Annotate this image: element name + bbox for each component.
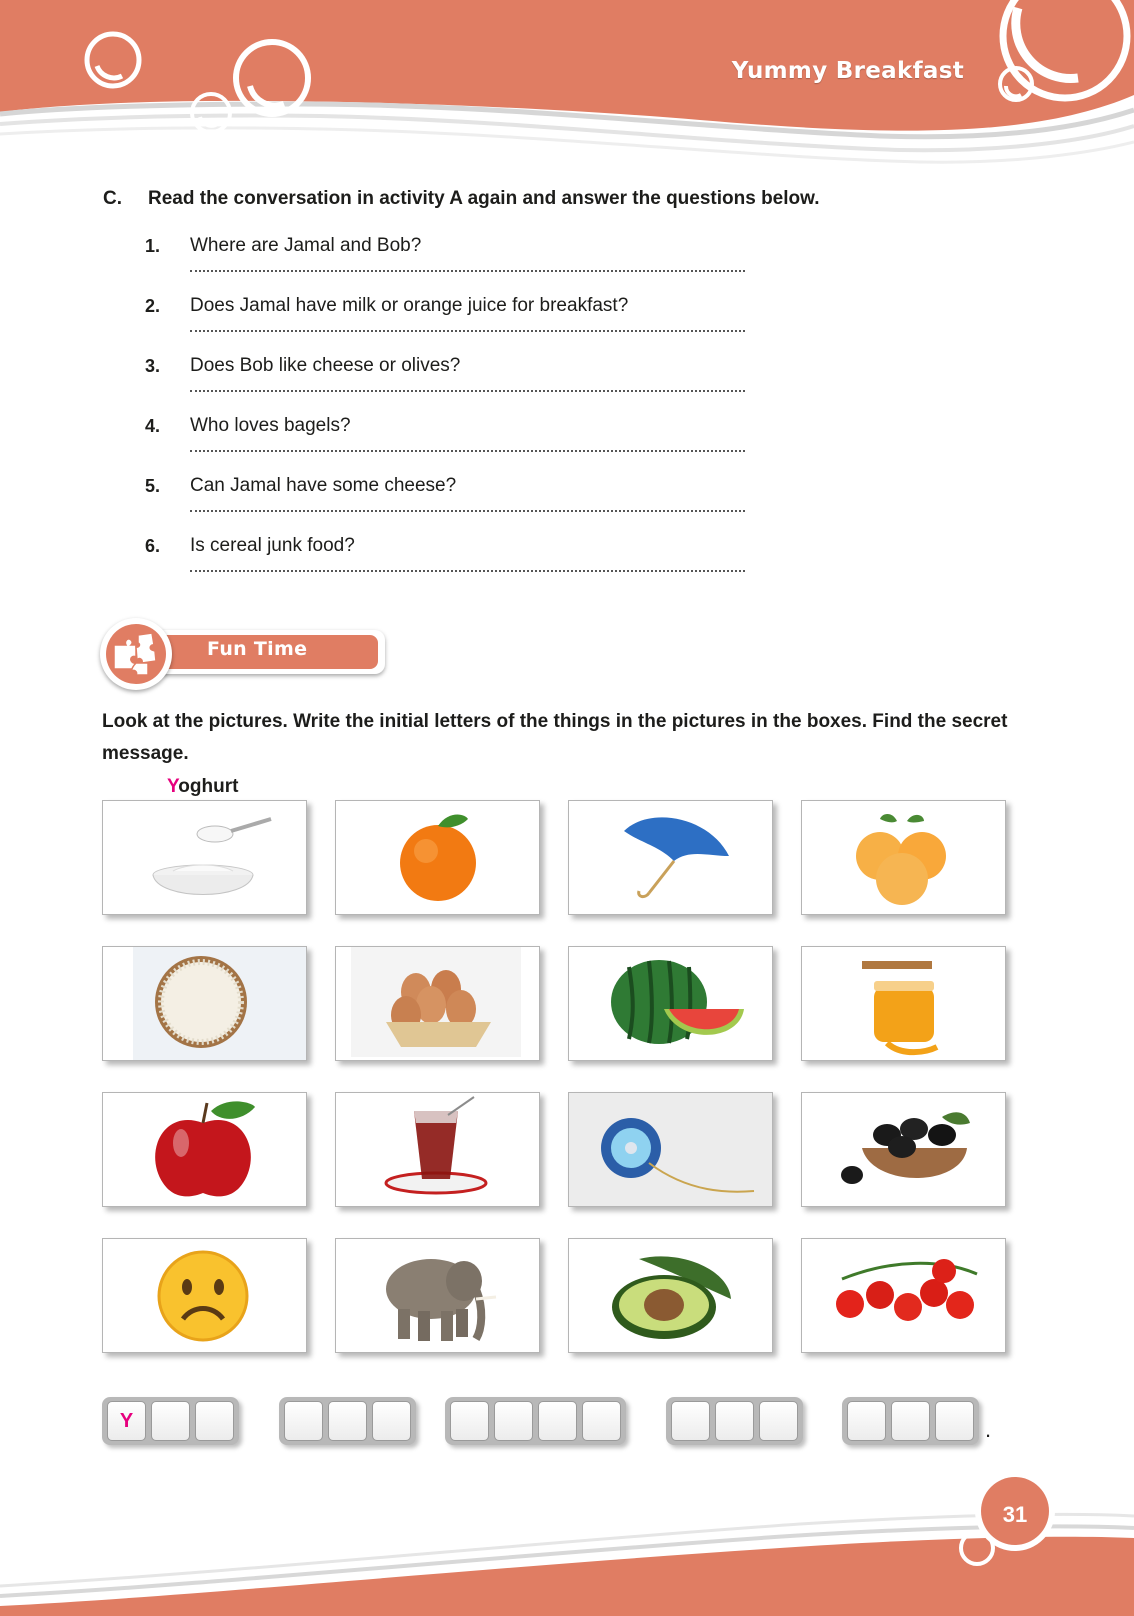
question-text: Can Jamal have some cheese?: [190, 475, 457, 496]
umbrella-icon: [569, 801, 773, 915]
honey-icon: [802, 947, 1006, 1061]
eggs-icon: [336, 947, 540, 1061]
unit-title: Yummy Breakfast: [731, 58, 964, 84]
picture-yoyo: [568, 1092, 773, 1207]
question-item: [145, 296, 865, 356]
letter-box[interactable]: [372, 1401, 411, 1441]
letter-box[interactable]: [450, 1401, 489, 1441]
activity-instruction: Look at the pictures. Write the initial letters of the things in the pictures in the boxes. Find the secret message.: [102, 711, 1008, 764]
peach-icon: [802, 801, 1006, 915]
elephant-icon: [336, 1239, 540, 1353]
word-group-2: [279, 1397, 416, 1445]
word-group-3: [445, 1397, 626, 1445]
question-item: [145, 416, 865, 476]
picture-watermelon: [568, 946, 773, 1061]
olives-icon: [802, 1093, 1006, 1207]
question-item: [145, 536, 865, 596]
watermelon-icon: [569, 947, 773, 1061]
fun-time-banner: [100, 618, 400, 688]
avocado-icon: [569, 1239, 773, 1353]
question-item: [145, 476, 865, 536]
secret-message: [102, 1397, 1002, 1457]
rice-icon: [103, 947, 307, 1061]
puzzle-icon: [112, 631, 162, 677]
picture-avocado: [568, 1238, 773, 1353]
section-instruction: Read the conversation in activity A again and answer the questions below.: [148, 188, 820, 209]
letter-box[interactable]: [195, 1401, 234, 1441]
question-text: Does Bob like cheese or olives?: [190, 355, 461, 376]
answer-line[interactable]: [190, 450, 745, 452]
answer-line[interactable]: [190, 330, 745, 332]
letter-box[interactable]: [494, 1401, 533, 1441]
question-text: Is cereal junk food?: [190, 535, 355, 556]
header-banner: [0, 0, 1134, 175]
apple-icon: [103, 1093, 307, 1207]
answer-line[interactable]: [190, 270, 745, 272]
picture-umbrella: [568, 800, 773, 915]
word-group-1: [102, 1397, 239, 1445]
question-text: Where are Jamal and Bob?: [190, 235, 422, 256]
question-list: [145, 236, 865, 596]
letter-box[interactable]: Y: [107, 1401, 146, 1441]
question-number: 2.: [145, 296, 161, 316]
letter-box[interactable]: [715, 1401, 754, 1441]
picture-olives: [801, 1092, 1006, 1207]
answer-line[interactable]: [190, 510, 745, 512]
question-text: Who loves bagels?: [190, 415, 351, 436]
picture-tomatoes: [801, 1238, 1006, 1353]
fun-time-label: Fun Time: [207, 638, 308, 660]
question-number: 5.: [145, 476, 161, 496]
answer-line[interactable]: [190, 570, 745, 572]
sad-face-icon: [103, 1239, 307, 1353]
yoyo-icon: [569, 1093, 773, 1207]
orange-icon: [336, 801, 540, 915]
letter-box[interactable]: [759, 1401, 798, 1441]
tomatoes-icon: [802, 1239, 1006, 1353]
tea-icon: [336, 1093, 540, 1207]
picture-yoghurt: [102, 800, 307, 915]
letter-box[interactable]: [671, 1401, 710, 1441]
question-number: 3.: [145, 356, 161, 376]
answer-line[interactable]: [190, 390, 745, 392]
word-group-5: [842, 1397, 979, 1445]
question-number: 4.: [145, 416, 161, 436]
picture-rice: [102, 946, 307, 1061]
yoghurt-icon: [103, 801, 307, 915]
question-number: 6.: [145, 536, 161, 556]
example-rest: oghurt: [178, 776, 239, 797]
picture-peach: [801, 800, 1006, 915]
question-number: 1.: [145, 236, 161, 256]
page-number: 31: [1002, 1502, 1028, 1527]
end-mark: .: [985, 1417, 992, 1442]
picture-sad-face: [102, 1238, 307, 1353]
letter-box[interactable]: [151, 1401, 190, 1441]
word-group-4: [666, 1397, 803, 1445]
letter-box[interactable]: [935, 1401, 974, 1441]
picture-elephant: [335, 1238, 540, 1353]
letter-box[interactable]: [891, 1401, 930, 1441]
letter-box[interactable]: [284, 1401, 323, 1441]
letter-box[interactable]: [328, 1401, 367, 1441]
picture-orange: [335, 800, 540, 915]
picture-honey: [801, 946, 1006, 1061]
example-initial: Y: [167, 776, 179, 797]
picture-apple: [102, 1092, 307, 1207]
example-word: [167, 776, 238, 798]
question-text: Does Jamal have milk or orange juice for breakfast?: [190, 295, 629, 316]
picture-tea: [335, 1092, 540, 1207]
picture-eggs: [335, 946, 540, 1061]
footer-banner: [0, 1456, 1134, 1616]
section-letter: C.: [103, 188, 122, 209]
letter-box[interactable]: [538, 1401, 577, 1441]
question-item: [145, 236, 865, 296]
question-item: [145, 356, 865, 416]
letter-box[interactable]: [847, 1401, 886, 1441]
letter-box[interactable]: [582, 1401, 621, 1441]
